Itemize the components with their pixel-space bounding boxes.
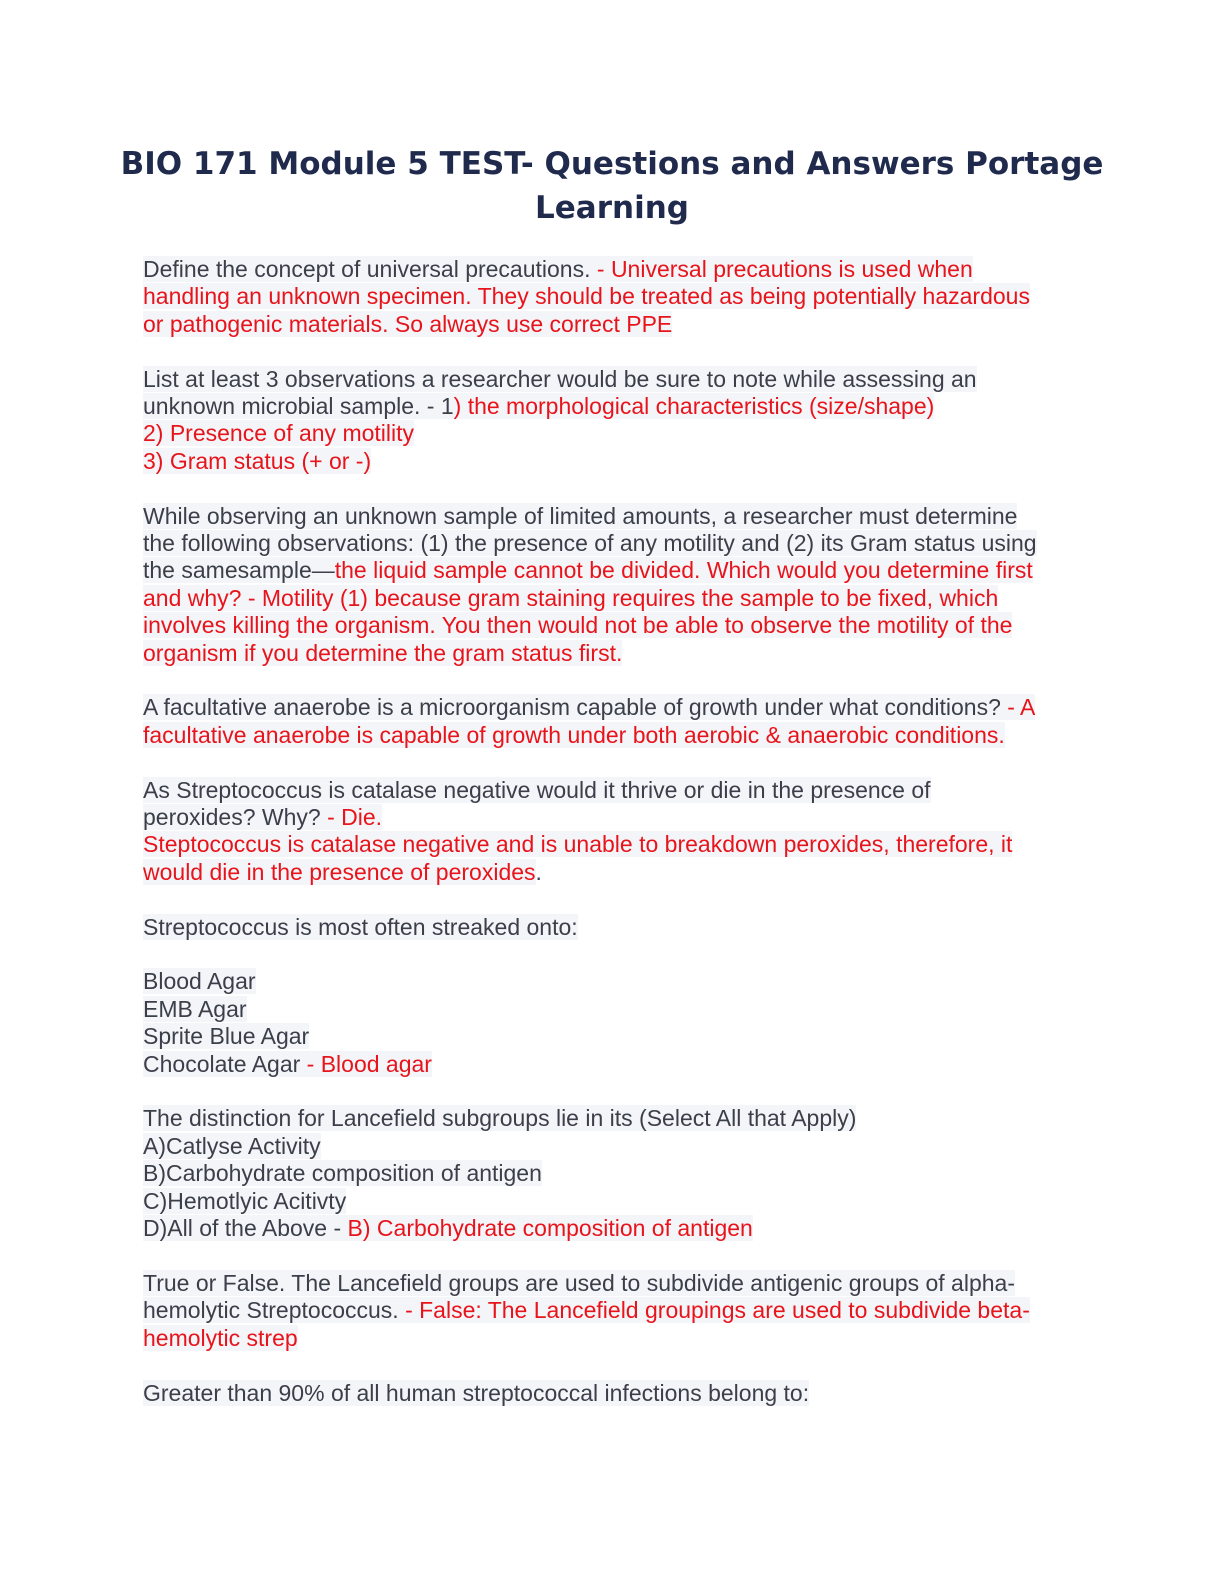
- answer-text: - Universal precautions is used when: [596, 256, 973, 282]
- answer-text: B) Carbohydrate composition of antigen: [347, 1215, 753, 1242]
- answer-options-streak-media: [143, 968, 1083, 1078]
- question-text: the following observations: (1) the presence of any motility and (2) its Gram status using: [143, 530, 1037, 557]
- question-streptococcal-infections: [143, 1380, 1083, 1407]
- question-text: While observing an unknown sample of limited amounts, a researcher must determine: [143, 502, 1018, 529]
- answer-text: and why? - Motility (1) because gram staining requires the sample to be fixed, which: [143, 584, 999, 611]
- answer-text: organism if you determine the gram status first.: [143, 639, 623, 666]
- question-text: A facultative anaerobe is a microorganism capable of growth under what conditions?: [143, 694, 1008, 721]
- question-text: peroxides? Why?: [143, 804, 328, 831]
- question-catalase: [143, 777, 1083, 887]
- answer-text: facultative anaerobe is capable of growth under both aerobic & anaerobic conditions.: [143, 721, 1005, 748]
- question-text: the samesample—: [143, 557, 335, 584]
- question-text: Greater than 90% of all human streptococcal infections belong to:: [143, 1379, 810, 1406]
- answer-text: - Die.: [327, 804, 383, 831]
- answer-text: hemolytic strep: [143, 1324, 298, 1351]
- document-body: [143, 256, 1083, 1407]
- question-text: Streptococcus is most often streaked onto:: [143, 913, 578, 940]
- answer-text: 2) Presence of any motility: [143, 420, 415, 447]
- option-text: Chocolate Agar: [143, 1050, 307, 1077]
- question-streak-media: [143, 914, 1083, 941]
- option-text: B)Carbohydrate composition of antigen: [143, 1160, 542, 1187]
- question-text: List at least 3 observations a researcher would be sure to note while assessing an: [143, 365, 977, 392]
- answer-text: involves killing the organism. You then would not be able to observe the motility of the: [143, 612, 1013, 639]
- question-text: The distinction for Lancefield subgroups lie in its (Select All that Apply): [143, 1105, 857, 1132]
- question-facultative-anaerobe: [143, 694, 1083, 749]
- question-text: hemolytic Streptococcus.: [143, 1297, 406, 1324]
- answer-text: - Blood agar: [306, 1050, 432, 1077]
- question-text: unknown microbial sample. - 1: [143, 393, 454, 420]
- option-text: C)Hemotlyic Acitivty: [143, 1187, 347, 1214]
- question-limited-sample: [143, 503, 1083, 667]
- question-text: .: [535, 858, 542, 885]
- answer-text: handling an unknown specimen. They should be treated as being potentially hazardous: [143, 283, 1030, 310]
- option-text: Sprite Blue Agar: [143, 1023, 310, 1050]
- answer-text: ) the morphological characteristics (size/shape): [453, 393, 935, 420]
- option-text: EMB Agar: [143, 995, 247, 1022]
- question-text: As Streptococcus is catalase negative would it thrive or die in the presence of: [143, 776, 931, 803]
- answer-text: 3) Gram status (+ or -): [143, 447, 372, 474]
- option-text: Blood Agar: [143, 968, 256, 995]
- answer-text: the liquid sample cannot be divided. Which would you determine first: [334, 557, 1033, 584]
- title-line-2: Learning: [535, 190, 689, 226]
- document-title: [120, 142, 1104, 230]
- answer-text: Steptococcus is catalase negative and is unable to breakdown peroxides, therefore, it: [143, 831, 1013, 858]
- answer-text: - False: The Lancefield groupings are used to subdivide beta-: [405, 1297, 1030, 1324]
- question-universal-precautions: [143, 256, 1083, 338]
- answer-text: or pathogenic materials. So always use correct PPE: [143, 310, 673, 337]
- option-text: D)All of the Above -: [143, 1215, 348, 1242]
- question-observations: [143, 366, 1083, 476]
- question-text: Define the concept of universal precautions.: [143, 256, 597, 282]
- question-text: True or False. The Lancefield groups are used to subdivide antigenic groups of alpha-: [143, 1269, 1015, 1296]
- answer-text: - A: [1007, 694, 1036, 721]
- question-true-false-lancefield: [143, 1270, 1083, 1352]
- answer-text: would die in the presence of peroxides: [143, 858, 536, 885]
- title-line-1: BIO 171 Module 5 TEST- Questions and Answers Portage: [120, 146, 1104, 182]
- option-text: A)Catlyse Activity: [143, 1132, 321, 1159]
- question-lancefield-subgroups: [143, 1105, 1083, 1242]
